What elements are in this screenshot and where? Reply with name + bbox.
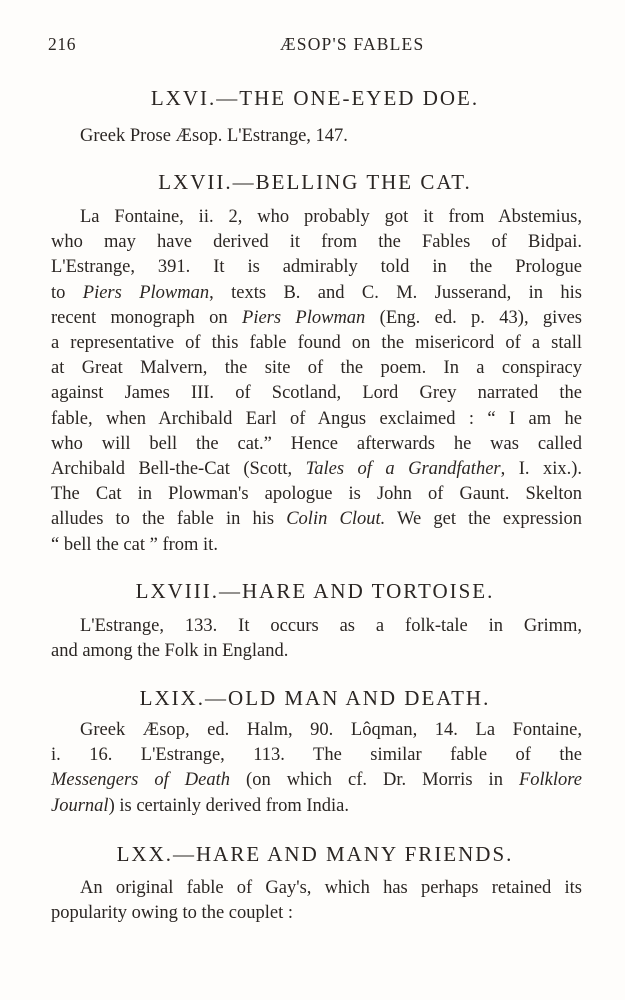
- text-run: fable, when Archibald Earl of Angus exclaimed : “ I am he: [51, 408, 582, 429]
- text-run: who will bell the cat.” Hence afterwards he was called: [51, 433, 582, 454]
- italic-title: Folklore: [518, 770, 582, 791]
- italic-title: Colin Clout.: [286, 509, 386, 530]
- text-run: and among the Folk in England.: [51, 641, 289, 662]
- text-run: , I. xix.).: [500, 459, 583, 480]
- text-line: [51, 230, 582, 255]
- text-run: at Great Malvern, the site of the poem. In a conspiracy: [51, 358, 582, 379]
- text-line: [80, 205, 582, 230]
- section-heading: LXIX.—OLD MAN AND DEATH.: [139, 686, 491, 710]
- text-run: L'Estrange, 133. It occurs as a folk-tale in Grimm,: [80, 616, 582, 636]
- italic-title: Tales of a Grandfather: [305, 459, 501, 480]
- italic-title: Piers Plowman: [82, 282, 210, 303]
- text-run: The Cat in Plowman's apologue is John of Gaunt. Skelton: [51, 484, 582, 505]
- section-paragraph: [51, 614, 582, 664]
- text-run: who may have derived it from the Fables of Bidpai.: [51, 232, 582, 253]
- text-line: [51, 768, 582, 793]
- text-run: Greek Æsop, ed. Halm, 90. Lôqman, 14. La Fontaine,: [80, 720, 582, 740]
- text-line: [51, 482, 582, 507]
- text-run: alludes to the fable in his: [51, 509, 287, 530]
- section-heading: LXVI.—THE ONE-EYED DOE.: [150, 86, 480, 110]
- text-line: [80, 718, 582, 743]
- running-title: ÆSOP'S FABLES: [280, 34, 425, 54]
- text-run: recent monograph on: [51, 307, 243, 328]
- text-line: [51, 356, 582, 381]
- text-run: We get the expression: [385, 509, 582, 530]
- text-run: An original fable of Gay's, which has perhaps retained its: [80, 878, 582, 898]
- text-line: [51, 281, 582, 306]
- section-heading: LXX.—HARE AND MANY FRIENDS.: [116, 842, 514, 866]
- text-line: [51, 507, 582, 532]
- text-run: to: [51, 282, 83, 303]
- text-run: a representative of this fable found on the misericord of a stall: [51, 333, 582, 354]
- text-line: [51, 306, 582, 331]
- text-line: [51, 457, 582, 482]
- text-line: [51, 407, 582, 432]
- text-run: (Eng. ed. p. 43), gives: [365, 307, 582, 328]
- text-run: against James III. of Scotland, Lord Grey narrated the: [51, 383, 582, 404]
- section-heading: LXVII.—BELLING THE CAT.: [158, 170, 472, 194]
- section-paragraph: [51, 205, 583, 558]
- text-line: [51, 794, 582, 819]
- text-run: ) is certainly derived from India.: [108, 795, 349, 816]
- section-paragraph: [51, 718, 582, 819]
- text-line: [80, 614, 582, 639]
- italic-title: Messengers of Death: [51, 770, 231, 791]
- text-run: La Fontaine, ii. 2, who probably got it from Abstemius,: [80, 207, 582, 227]
- text-line: [80, 876, 582, 901]
- section-paragraph: [51, 876, 582, 926]
- text-line: [51, 381, 582, 406]
- section-heading: LXVIII.—HARE AND TORTOISE.: [135, 579, 495, 603]
- text-run: L'Estrange, 391. It is admirably told in the Prologue: [51, 257, 582, 278]
- page-number: 216: [48, 34, 77, 54]
- section-paragraph: [80, 124, 582, 149]
- text-run: Archibald Bell-the-Cat (Scott,: [51, 459, 306, 480]
- running-head: [48, 34, 580, 58]
- text-line: [51, 331, 582, 356]
- text-run: popularity owing to the couplet :: [51, 903, 293, 924]
- text-run: , texts B. and C. M. Jusserand, in his: [209, 282, 582, 303]
- text-run: (on which cf. Dr. Morris in: [230, 770, 519, 791]
- italic-title: Piers Plowman: [242, 307, 366, 328]
- text-line: [51, 255, 582, 280]
- text-line: [51, 432, 582, 457]
- text-line: [80, 124, 582, 149]
- text-run: “ bell the cat ” from it.: [51, 534, 218, 555]
- text-line: [51, 901, 582, 926]
- text-line: [51, 533, 582, 558]
- text-line: [51, 743, 582, 768]
- text-line: [51, 639, 582, 664]
- text-run: i. 16. L'Estrange, 113. The similar fable of the: [51, 745, 582, 766]
- italic-title: Journal: [51, 795, 109, 816]
- text-run: Greek Prose Æsop. L'Estrange, 147.: [80, 126, 348, 146]
